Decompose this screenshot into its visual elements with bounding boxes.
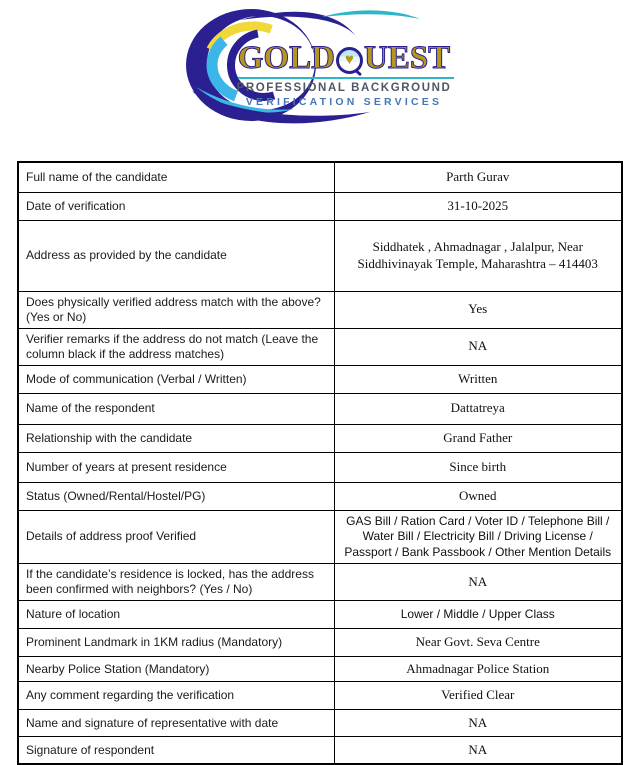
table-row (18, 657, 622, 682)
field-value: Siddhatek , Ahmadnagar , Jalalpur, Near Siddhivinayak Temple, Maharashtra – 414403 (334, 220, 622, 291)
field-value: Verified Clear (334, 682, 622, 710)
field-label: Relationship with the candidate (18, 424, 334, 452)
brand-gold-text: GOLD (237, 40, 335, 76)
field-value: Grand Father (334, 424, 622, 452)
field-label: If the candidate’s residence is locked, has the address been confirmed with neighbors? (Yes / No) (18, 564, 334, 601)
goldquest-logo (180, 5, 458, 129)
field-label: Number of years at present residence (18, 452, 334, 482)
heart-icon: ♥ (345, 52, 354, 68)
table-row (18, 510, 622, 564)
table-row (18, 564, 622, 601)
field-value: NA (334, 564, 622, 601)
brand-quest-text: UEST (363, 40, 451, 76)
table-row (18, 291, 622, 328)
field-value: GAS Bill / Ration Card / Voter ID / Telephone Bill / Water Bill / Electricity Bill / Driving License / Passport / Bank Passbook / Other Mention Details (334, 510, 622, 564)
tagline-professional-background: PROFESSIONAL BACKGROUND (236, 82, 452, 94)
table-row (18, 424, 622, 452)
brand-underline (238, 77, 454, 79)
field-value: Dattatreya (334, 393, 622, 424)
table-row (18, 710, 622, 737)
field-label: Verifier remarks if the address do not match (Leave the column black if the address matches) (18, 328, 334, 365)
field-value: Yes (334, 291, 622, 328)
field-value: Parth Gurav (334, 162, 622, 192)
field-label: Nature of location (18, 601, 334, 629)
field-value: Owned (334, 482, 622, 510)
table-row (18, 365, 622, 393)
field-label: Name and signature of representative with date (18, 710, 334, 737)
brand-wordmark (232, 42, 456, 75)
table-row (18, 328, 622, 365)
table-row (18, 220, 622, 291)
table-row (18, 737, 622, 764)
field-label: Date of verification (18, 192, 334, 220)
table-row (18, 393, 622, 424)
field-value: NA (334, 710, 622, 737)
logo-text-block (232, 42, 456, 108)
field-label: Status (Owned/Rental/Hostel/PG) (18, 482, 334, 510)
field-label: Name of the respondent (18, 393, 334, 424)
field-label: Full name of the candidate (18, 162, 334, 192)
table-row (18, 452, 622, 482)
field-value: NA (334, 737, 622, 764)
field-value: Since birth (334, 452, 622, 482)
field-label: Details of address proof Verified (18, 510, 334, 564)
field-label: Any comment regarding the verification (18, 682, 334, 710)
table-row (18, 682, 622, 710)
field-label: Does physically verified address match with the above? (Yes or No) (18, 291, 334, 328)
field-label: Nearby Police Station (Mandatory) (18, 657, 334, 682)
field-value: 31-10-2025 (334, 192, 622, 220)
tagline-verification-services: VERIFICATION SERVICES (245, 96, 443, 108)
field-value: Ahmadnagar Police Station (334, 657, 622, 682)
field-value: Written (334, 365, 622, 393)
verification-table-body (18, 162, 622, 764)
field-label: Mode of communication (Verbal / Written) (18, 365, 334, 393)
field-label: Address as provided by the candidate (18, 220, 334, 291)
field-label: Prominent Landmark in 1KM radius (Mandatory) (18, 629, 334, 657)
field-value: NA (334, 328, 622, 365)
field-value: Lower / Middle / Upper Class (334, 601, 622, 629)
table-row (18, 162, 622, 192)
field-value: Near Govt. Seva Centre (334, 629, 622, 657)
field-label: Signature of respondent (18, 737, 334, 764)
q-globe-icon (336, 47, 363, 74)
table-row (18, 482, 622, 510)
table-row (18, 629, 622, 657)
table-row (18, 601, 622, 629)
table-row (18, 192, 622, 220)
verification-table (17, 161, 623, 765)
